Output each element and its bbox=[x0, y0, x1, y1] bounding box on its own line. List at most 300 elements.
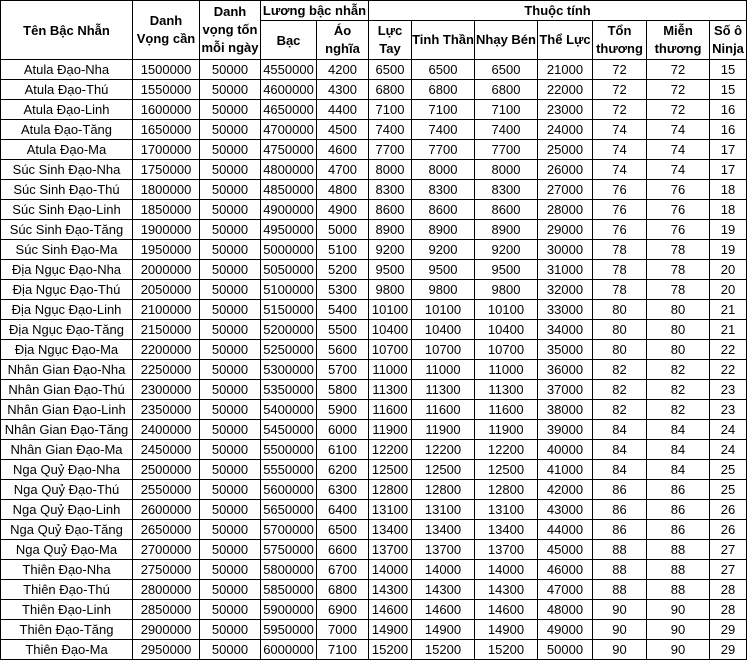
ton-thuong-cell: 86 bbox=[593, 500, 647, 520]
ao-nghia-cell: 4800 bbox=[317, 180, 369, 200]
luc-tay-cell: 10400 bbox=[369, 320, 412, 340]
tinh-than-cell: 11000 bbox=[412, 360, 475, 380]
the-luc-cell: 42000 bbox=[538, 480, 593, 500]
the-luc-cell: 30000 bbox=[538, 240, 593, 260]
danh-vong-ton-cell: 50000 bbox=[200, 360, 261, 380]
table-row bbox=[1, 380, 747, 400]
danh-vong-can-cell: 2300000 bbox=[133, 380, 200, 400]
the-luc-cell: 36000 bbox=[538, 360, 593, 380]
luc-tay-cell: 8900 bbox=[369, 220, 412, 240]
rank-name-cell: Thiên Đạo-Nha bbox=[1, 560, 133, 580]
ao-nghia-cell: 5600 bbox=[317, 340, 369, 360]
header-luc-tay: Lực Tay bbox=[369, 21, 412, 60]
ton-thuong-cell: 76 bbox=[593, 220, 647, 240]
danh-vong-can-cell: 2600000 bbox=[133, 500, 200, 520]
danh-vong-can-cell: 2450000 bbox=[133, 440, 200, 460]
luc-tay-cell: 13400 bbox=[369, 520, 412, 540]
ton-thuong-cell: 74 bbox=[593, 140, 647, 160]
nhay-ben-cell: 8900 bbox=[475, 220, 538, 240]
danh-vong-ton-cell: 50000 bbox=[200, 620, 261, 640]
bac-cell: 4700000 bbox=[261, 120, 317, 140]
so-o-ninja-cell: 20 bbox=[710, 260, 747, 280]
mien-thuong-cell: 72 bbox=[647, 80, 710, 100]
mien-thuong-cell: 80 bbox=[647, 300, 710, 320]
rank-name-cell: Atula Đạo-Linh bbox=[1, 100, 133, 120]
tinh-than-cell: 12800 bbox=[412, 480, 475, 500]
the-luc-cell: 45000 bbox=[538, 540, 593, 560]
ton-thuong-cell: 88 bbox=[593, 540, 647, 560]
rank-name-cell: Thiên Đạo-Ma bbox=[1, 640, 133, 660]
the-luc-cell: 21000 bbox=[538, 60, 593, 80]
nhay-ben-cell: 14000 bbox=[475, 560, 538, 580]
so-o-ninja-cell: 25 bbox=[710, 480, 747, 500]
ton-thuong-cell: 80 bbox=[593, 340, 647, 360]
ton-thuong-cell: 72 bbox=[593, 100, 647, 120]
so-o-ninja-cell: 21 bbox=[710, 320, 747, 340]
luc-tay-cell: 14600 bbox=[369, 600, 412, 620]
so-o-ninja-cell: 21 bbox=[710, 300, 747, 320]
ao-nghia-cell: 5900 bbox=[317, 400, 369, 420]
danh-vong-can-cell: 1850000 bbox=[133, 200, 200, 220]
nhay-ben-cell: 9200 bbox=[475, 240, 538, 260]
danh-vong-ton-cell: 50000 bbox=[200, 460, 261, 480]
ton-thuong-cell: 84 bbox=[593, 460, 647, 480]
ton-thuong-cell: 82 bbox=[593, 380, 647, 400]
ton-thuong-cell: 86 bbox=[593, 520, 647, 540]
nhay-ben-cell: 13100 bbox=[475, 500, 538, 520]
danh-vong-can-cell: 2800000 bbox=[133, 580, 200, 600]
mien-thuong-cell: 72 bbox=[647, 60, 710, 80]
danh-vong-can-cell: 2850000 bbox=[133, 600, 200, 620]
the-luc-cell: 24000 bbox=[538, 120, 593, 140]
rank-name-cell: Nga Quỷ Đạo-Tăng bbox=[1, 520, 133, 540]
nhay-ben-cell: 7400 bbox=[475, 120, 538, 140]
table-row bbox=[1, 60, 747, 80]
ton-thuong-cell: 76 bbox=[593, 180, 647, 200]
table-row bbox=[1, 240, 747, 260]
danh-vong-ton-cell: 50000 bbox=[200, 100, 261, 120]
danh-vong-can-cell: 1750000 bbox=[133, 160, 200, 180]
ton-thuong-cell: 84 bbox=[593, 420, 647, 440]
rank-name-cell: Địa Ngục Đạo-Thú bbox=[1, 280, 133, 300]
bac-cell: 5450000 bbox=[261, 420, 317, 440]
so-o-ninja-cell: 15 bbox=[710, 60, 747, 80]
table-row bbox=[1, 120, 747, 140]
ao-nghia-cell: 5700 bbox=[317, 360, 369, 380]
so-o-ninja-cell: 23 bbox=[710, 400, 747, 420]
header-row-top bbox=[1, 1, 747, 21]
bac-cell: 5600000 bbox=[261, 480, 317, 500]
danh-vong-can-cell: 2100000 bbox=[133, 300, 200, 320]
bac-cell: 4550000 bbox=[261, 60, 317, 80]
header-bac: Bạc bbox=[261, 21, 317, 60]
rank-name-cell: Thiên Đạo-Thú bbox=[1, 580, 133, 600]
so-o-ninja-cell: 29 bbox=[710, 620, 747, 640]
danh-vong-ton-cell: 50000 bbox=[200, 320, 261, 340]
danh-vong-can-cell: 1600000 bbox=[133, 100, 200, 120]
mien-thuong-cell: 84 bbox=[647, 460, 710, 480]
tinh-than-cell: 14000 bbox=[412, 560, 475, 580]
table-row bbox=[1, 220, 747, 240]
tinh-than-cell: 9500 bbox=[412, 260, 475, 280]
bac-cell: 5550000 bbox=[261, 460, 317, 480]
ao-nghia-cell: 5500 bbox=[317, 320, 369, 340]
nhay-ben-cell: 13700 bbox=[475, 540, 538, 560]
ao-nghia-cell: 5000 bbox=[317, 220, 369, 240]
luc-tay-cell: 12500 bbox=[369, 460, 412, 480]
tinh-than-cell: 9800 bbox=[412, 280, 475, 300]
luc-tay-cell: 14300 bbox=[369, 580, 412, 600]
rank-name-cell: Nhân Gian Đạo-Nha bbox=[1, 360, 133, 380]
luc-tay-cell: 13100 bbox=[369, 500, 412, 520]
luc-tay-cell: 7400 bbox=[369, 120, 412, 140]
danh-vong-ton-cell: 50000 bbox=[200, 300, 261, 320]
table-row bbox=[1, 140, 747, 160]
tinh-than-cell: 9200 bbox=[412, 240, 475, 260]
rank-name-cell: Súc Sinh Đạo-Linh bbox=[1, 200, 133, 220]
table-row bbox=[1, 560, 747, 580]
danh-vong-can-cell: 1550000 bbox=[133, 80, 200, 100]
ton-thuong-cell: 80 bbox=[593, 300, 647, 320]
nhay-ben-cell: 12500 bbox=[475, 460, 538, 480]
ao-nghia-cell: 5200 bbox=[317, 260, 369, 280]
danh-vong-ton-cell: 50000 bbox=[200, 380, 261, 400]
ton-thuong-cell: 78 bbox=[593, 260, 647, 280]
bac-cell: 4650000 bbox=[261, 100, 317, 120]
ao-nghia-cell: 4500 bbox=[317, 120, 369, 140]
rank-name-cell: Atula Đạo-Ma bbox=[1, 140, 133, 160]
mien-thuong-cell: 80 bbox=[647, 340, 710, 360]
luc-tay-cell: 9800 bbox=[369, 280, 412, 300]
danh-vong-ton-cell: 50000 bbox=[200, 400, 261, 420]
the-luc-cell: 46000 bbox=[538, 560, 593, 580]
danh-vong-can-cell: 2150000 bbox=[133, 320, 200, 340]
the-luc-cell: 49000 bbox=[538, 620, 593, 640]
mien-thuong-cell: 86 bbox=[647, 480, 710, 500]
so-o-ninja-cell: 27 bbox=[710, 560, 747, 580]
table-row bbox=[1, 180, 747, 200]
tinh-than-cell: 12500 bbox=[412, 460, 475, 480]
table-row bbox=[1, 540, 747, 560]
bac-cell: 5950000 bbox=[261, 620, 317, 640]
nhay-ben-cell: 7100 bbox=[475, 100, 538, 120]
mien-thuong-cell: 74 bbox=[647, 140, 710, 160]
the-luc-cell: 48000 bbox=[538, 600, 593, 620]
danh-vong-can-cell: 2550000 bbox=[133, 480, 200, 500]
tinh-than-cell: 11300 bbox=[412, 380, 475, 400]
nhay-ben-cell: 13400 bbox=[475, 520, 538, 540]
so-o-ninja-cell: 19 bbox=[710, 220, 747, 240]
danh-vong-ton-cell: 50000 bbox=[200, 260, 261, 280]
bac-cell: 5300000 bbox=[261, 360, 317, 380]
danh-vong-ton-cell: 50000 bbox=[200, 60, 261, 80]
tinh-than-cell: 7100 bbox=[412, 100, 475, 120]
rank-name-cell: Nhân Gian Đạo-Ma bbox=[1, 440, 133, 460]
the-luc-cell: 31000 bbox=[538, 260, 593, 280]
mien-thuong-cell: 74 bbox=[647, 160, 710, 180]
so-o-ninja-cell: 15 bbox=[710, 80, 747, 100]
bac-cell: 4850000 bbox=[261, 180, 317, 200]
the-luc-cell: 37000 bbox=[538, 380, 593, 400]
bac-cell: 5800000 bbox=[261, 560, 317, 580]
bac-cell: 5000000 bbox=[261, 240, 317, 260]
table-row bbox=[1, 400, 747, 420]
nhay-ben-cell: 8000 bbox=[475, 160, 538, 180]
rank-name-cell: Địa Ngục Đạo-Linh bbox=[1, 300, 133, 320]
mien-thuong-cell: 86 bbox=[647, 500, 710, 520]
rank-name-cell: Atula Đạo-Thú bbox=[1, 80, 133, 100]
mien-thuong-cell: 72 bbox=[647, 100, 710, 120]
danh-vong-ton-cell: 50000 bbox=[200, 580, 261, 600]
table-row bbox=[1, 280, 747, 300]
so-o-ninja-cell: 24 bbox=[710, 420, 747, 440]
ton-thuong-cell: 72 bbox=[593, 60, 647, 80]
mien-thuong-cell: 76 bbox=[647, 180, 710, 200]
header-so-o-ninja: Số ô Ninja bbox=[710, 21, 747, 60]
ao-nghia-cell: 6100 bbox=[317, 440, 369, 460]
danh-vong-can-cell: 2000000 bbox=[133, 260, 200, 280]
mien-thuong-cell: 78 bbox=[647, 280, 710, 300]
danh-vong-can-cell: 2350000 bbox=[133, 400, 200, 420]
mien-thuong-cell: 78 bbox=[647, 240, 710, 260]
table-row bbox=[1, 460, 747, 480]
danh-vong-ton-cell: 50000 bbox=[200, 600, 261, 620]
bac-cell: 6000000 bbox=[261, 640, 317, 660]
bac-cell: 5350000 bbox=[261, 380, 317, 400]
danh-vong-can-cell: 2950000 bbox=[133, 640, 200, 660]
bac-cell: 5150000 bbox=[261, 300, 317, 320]
table-row bbox=[1, 360, 747, 380]
tinh-than-cell: 8600 bbox=[412, 200, 475, 220]
the-luc-cell: 47000 bbox=[538, 580, 593, 600]
table-row bbox=[1, 580, 747, 600]
mien-thuong-cell: 82 bbox=[647, 360, 710, 380]
ao-nghia-cell: 5100 bbox=[317, 240, 369, 260]
luc-tay-cell: 13700 bbox=[369, 540, 412, 560]
table-row bbox=[1, 300, 747, 320]
so-o-ninja-cell: 28 bbox=[710, 600, 747, 620]
bac-cell: 5200000 bbox=[261, 320, 317, 340]
nhay-ben-cell: 11900 bbox=[475, 420, 538, 440]
so-o-ninja-cell: 16 bbox=[710, 100, 747, 120]
ao-nghia-cell: 5400 bbox=[317, 300, 369, 320]
danh-vong-ton-cell: 50000 bbox=[200, 120, 261, 140]
table-row bbox=[1, 620, 747, 640]
rank-name-cell: Địa Ngục Đạo-Ma bbox=[1, 340, 133, 360]
bac-cell: 5750000 bbox=[261, 540, 317, 560]
ao-nghia-cell: 7000 bbox=[317, 620, 369, 640]
danh-vong-can-cell: 2900000 bbox=[133, 620, 200, 640]
header-nhay-ben: Nhạy Bén bbox=[475, 21, 538, 60]
header-the-luc: Thể Lực bbox=[538, 21, 593, 60]
luc-tay-cell: 7100 bbox=[369, 100, 412, 120]
danh-vong-can-cell: 1800000 bbox=[133, 180, 200, 200]
luc-tay-cell: 8600 bbox=[369, 200, 412, 220]
danh-vong-can-cell: 2500000 bbox=[133, 460, 200, 480]
so-o-ninja-cell: 17 bbox=[710, 160, 747, 180]
mien-thuong-cell: 90 bbox=[647, 600, 710, 620]
ao-nghia-cell: 4200 bbox=[317, 60, 369, 80]
ao-nghia-cell: 6900 bbox=[317, 600, 369, 620]
header-tinh-than: Tinh Thần bbox=[412, 21, 475, 60]
ton-thuong-cell: 78 bbox=[593, 280, 647, 300]
so-o-ninja-cell: 29 bbox=[710, 640, 747, 660]
tinh-than-cell: 14900 bbox=[412, 620, 475, 640]
mien-thuong-cell: 88 bbox=[647, 560, 710, 580]
tinh-than-cell: 12200 bbox=[412, 440, 475, 460]
luc-tay-cell: 11600 bbox=[369, 400, 412, 420]
ton-thuong-cell: 84 bbox=[593, 440, 647, 460]
tinh-than-cell: 14300 bbox=[412, 580, 475, 600]
bac-cell: 4600000 bbox=[261, 80, 317, 100]
ton-thuong-cell: 90 bbox=[593, 600, 647, 620]
so-o-ninja-cell: 25 bbox=[710, 460, 747, 480]
mien-thuong-cell: 82 bbox=[647, 380, 710, 400]
danh-vong-ton-cell: 50000 bbox=[200, 280, 261, 300]
danh-vong-can-cell: 2050000 bbox=[133, 280, 200, 300]
luc-tay-cell: 6800 bbox=[369, 80, 412, 100]
mien-thuong-cell: 82 bbox=[647, 400, 710, 420]
ao-nghia-cell: 4900 bbox=[317, 200, 369, 220]
danh-vong-can-cell: 2650000 bbox=[133, 520, 200, 540]
so-o-ninja-cell: 18 bbox=[710, 180, 747, 200]
tinh-than-cell: 10700 bbox=[412, 340, 475, 360]
tinh-than-cell: 13700 bbox=[412, 540, 475, 560]
ton-thuong-cell: 74 bbox=[593, 160, 647, 180]
header-danh-vong-ton: Danh vọng tốn mỗi ngày bbox=[200, 1, 261, 60]
header-ten-bac-nhan: Tên Bậc Nhẫn bbox=[1, 1, 133, 60]
rank-name-cell: Nhân Gian Đạo-Linh bbox=[1, 400, 133, 420]
mien-thuong-cell: 80 bbox=[647, 320, 710, 340]
ton-thuong-cell: 88 bbox=[593, 560, 647, 580]
so-o-ninja-cell: 23 bbox=[710, 380, 747, 400]
the-luc-cell: 44000 bbox=[538, 520, 593, 540]
ao-nghia-cell: 5300 bbox=[317, 280, 369, 300]
table-row bbox=[1, 100, 747, 120]
luc-tay-cell: 11000 bbox=[369, 360, 412, 380]
table-row bbox=[1, 160, 747, 180]
tinh-than-cell: 7400 bbox=[412, 120, 475, 140]
the-luc-cell: 34000 bbox=[538, 320, 593, 340]
bac-cell: 5650000 bbox=[261, 500, 317, 520]
ton-thuong-cell: 90 bbox=[593, 620, 647, 640]
rank-name-cell: Atula Đạo-Tăng bbox=[1, 120, 133, 140]
rank-name-cell: Atula Đạo-Nha bbox=[1, 60, 133, 80]
danh-vong-ton-cell: 50000 bbox=[200, 80, 261, 100]
so-o-ninja-cell: 26 bbox=[710, 520, 747, 540]
bac-cell: 5700000 bbox=[261, 520, 317, 540]
table-row bbox=[1, 320, 747, 340]
ton-thuong-cell: 80 bbox=[593, 320, 647, 340]
rank-name-cell: Súc Sinh Đạo-Tăng bbox=[1, 220, 133, 240]
the-luc-cell: 22000 bbox=[538, 80, 593, 100]
table-row bbox=[1, 200, 747, 220]
the-luc-cell: 32000 bbox=[538, 280, 593, 300]
luc-tay-cell: 11900 bbox=[369, 420, 412, 440]
table-row bbox=[1, 260, 747, 280]
mien-thuong-cell: 88 bbox=[647, 580, 710, 600]
nhay-ben-cell: 8600 bbox=[475, 200, 538, 220]
mien-thuong-cell: 84 bbox=[647, 440, 710, 460]
so-o-ninja-cell: 24 bbox=[710, 440, 747, 460]
ao-nghia-cell: 6400 bbox=[317, 500, 369, 520]
rank-name-cell: Nga Quỷ Đạo-Ma bbox=[1, 540, 133, 560]
rank-name-cell: Súc Sinh Đạo-Ma bbox=[1, 240, 133, 260]
bac-cell: 5900000 bbox=[261, 600, 317, 620]
bac-cell: 5250000 bbox=[261, 340, 317, 360]
danh-vong-can-cell: 1900000 bbox=[133, 220, 200, 240]
rank-name-cell: Nga Quỷ Đạo-Nha bbox=[1, 460, 133, 480]
tinh-than-cell: 13100 bbox=[412, 500, 475, 520]
tinh-than-cell: 8300 bbox=[412, 180, 475, 200]
danh-vong-can-cell: 1650000 bbox=[133, 120, 200, 140]
rank-name-cell: Súc Sinh Đạo-Nha bbox=[1, 160, 133, 180]
table-row bbox=[1, 640, 747, 660]
nhay-ben-cell: 14600 bbox=[475, 600, 538, 620]
danh-vong-can-cell: 1500000 bbox=[133, 60, 200, 80]
bac-cell: 4950000 bbox=[261, 220, 317, 240]
nhay-ben-cell: 14300 bbox=[475, 580, 538, 600]
luc-tay-cell: 10700 bbox=[369, 340, 412, 360]
so-o-ninja-cell: 28 bbox=[710, 580, 747, 600]
rank-name-cell: Nga Quỷ Đạo-Thú bbox=[1, 480, 133, 500]
mien-thuong-cell: 84 bbox=[647, 420, 710, 440]
bac-cell: 5850000 bbox=[261, 580, 317, 600]
danh-vong-ton-cell: 50000 bbox=[200, 480, 261, 500]
so-o-ninja-cell: 18 bbox=[710, 200, 747, 220]
nhay-ben-cell: 10700 bbox=[475, 340, 538, 360]
rank-name-cell: Thiên Đạo-Linh bbox=[1, 600, 133, 620]
table-row bbox=[1, 80, 747, 100]
ao-nghia-cell: 6800 bbox=[317, 580, 369, 600]
header-thuoc-tinh: Thuộc tính bbox=[369, 1, 747, 21]
table-row bbox=[1, 480, 747, 500]
danh-vong-ton-cell: 50000 bbox=[200, 220, 261, 240]
so-o-ninja-cell: 22 bbox=[710, 340, 747, 360]
danh-vong-ton-cell: 50000 bbox=[200, 560, 261, 580]
the-luc-cell: 35000 bbox=[538, 340, 593, 360]
rank-name-cell: Địa Ngục Đạo-Nha bbox=[1, 260, 133, 280]
danh-vong-can-cell: 2700000 bbox=[133, 540, 200, 560]
tinh-than-cell: 15200 bbox=[412, 640, 475, 660]
table-row bbox=[1, 600, 747, 620]
rank-name-cell: Nga Quỷ Đạo-Linh bbox=[1, 500, 133, 520]
the-luc-cell: 38000 bbox=[538, 400, 593, 420]
nhay-ben-cell: 10100 bbox=[475, 300, 538, 320]
ao-nghia-cell: 5800 bbox=[317, 380, 369, 400]
luc-tay-cell: 15200 bbox=[369, 640, 412, 660]
danh-vong-ton-cell: 50000 bbox=[200, 440, 261, 460]
danh-vong-ton-cell: 50000 bbox=[200, 540, 261, 560]
bac-cell: 5050000 bbox=[261, 260, 317, 280]
the-luc-cell: 29000 bbox=[538, 220, 593, 240]
ao-nghia-cell: 6200 bbox=[317, 460, 369, 480]
bac-cell: 4900000 bbox=[261, 200, 317, 220]
the-luc-cell: 50000 bbox=[538, 640, 593, 660]
danh-vong-ton-cell: 50000 bbox=[200, 160, 261, 180]
danh-vong-can-cell: 2400000 bbox=[133, 420, 200, 440]
the-luc-cell: 25000 bbox=[538, 140, 593, 160]
tinh-than-cell: 13400 bbox=[412, 520, 475, 540]
mien-thuong-cell: 86 bbox=[647, 520, 710, 540]
rank-name-cell: Thiên Đạo-Tăng bbox=[1, 620, 133, 640]
mien-thuong-cell: 90 bbox=[647, 620, 710, 640]
header-danh-vong-can: Danh Vọng cần bbox=[133, 1, 200, 60]
the-luc-cell: 43000 bbox=[538, 500, 593, 520]
luc-tay-cell: 9200 bbox=[369, 240, 412, 260]
danh-vong-can-cell: 2750000 bbox=[133, 560, 200, 580]
luc-tay-cell: 10100 bbox=[369, 300, 412, 320]
